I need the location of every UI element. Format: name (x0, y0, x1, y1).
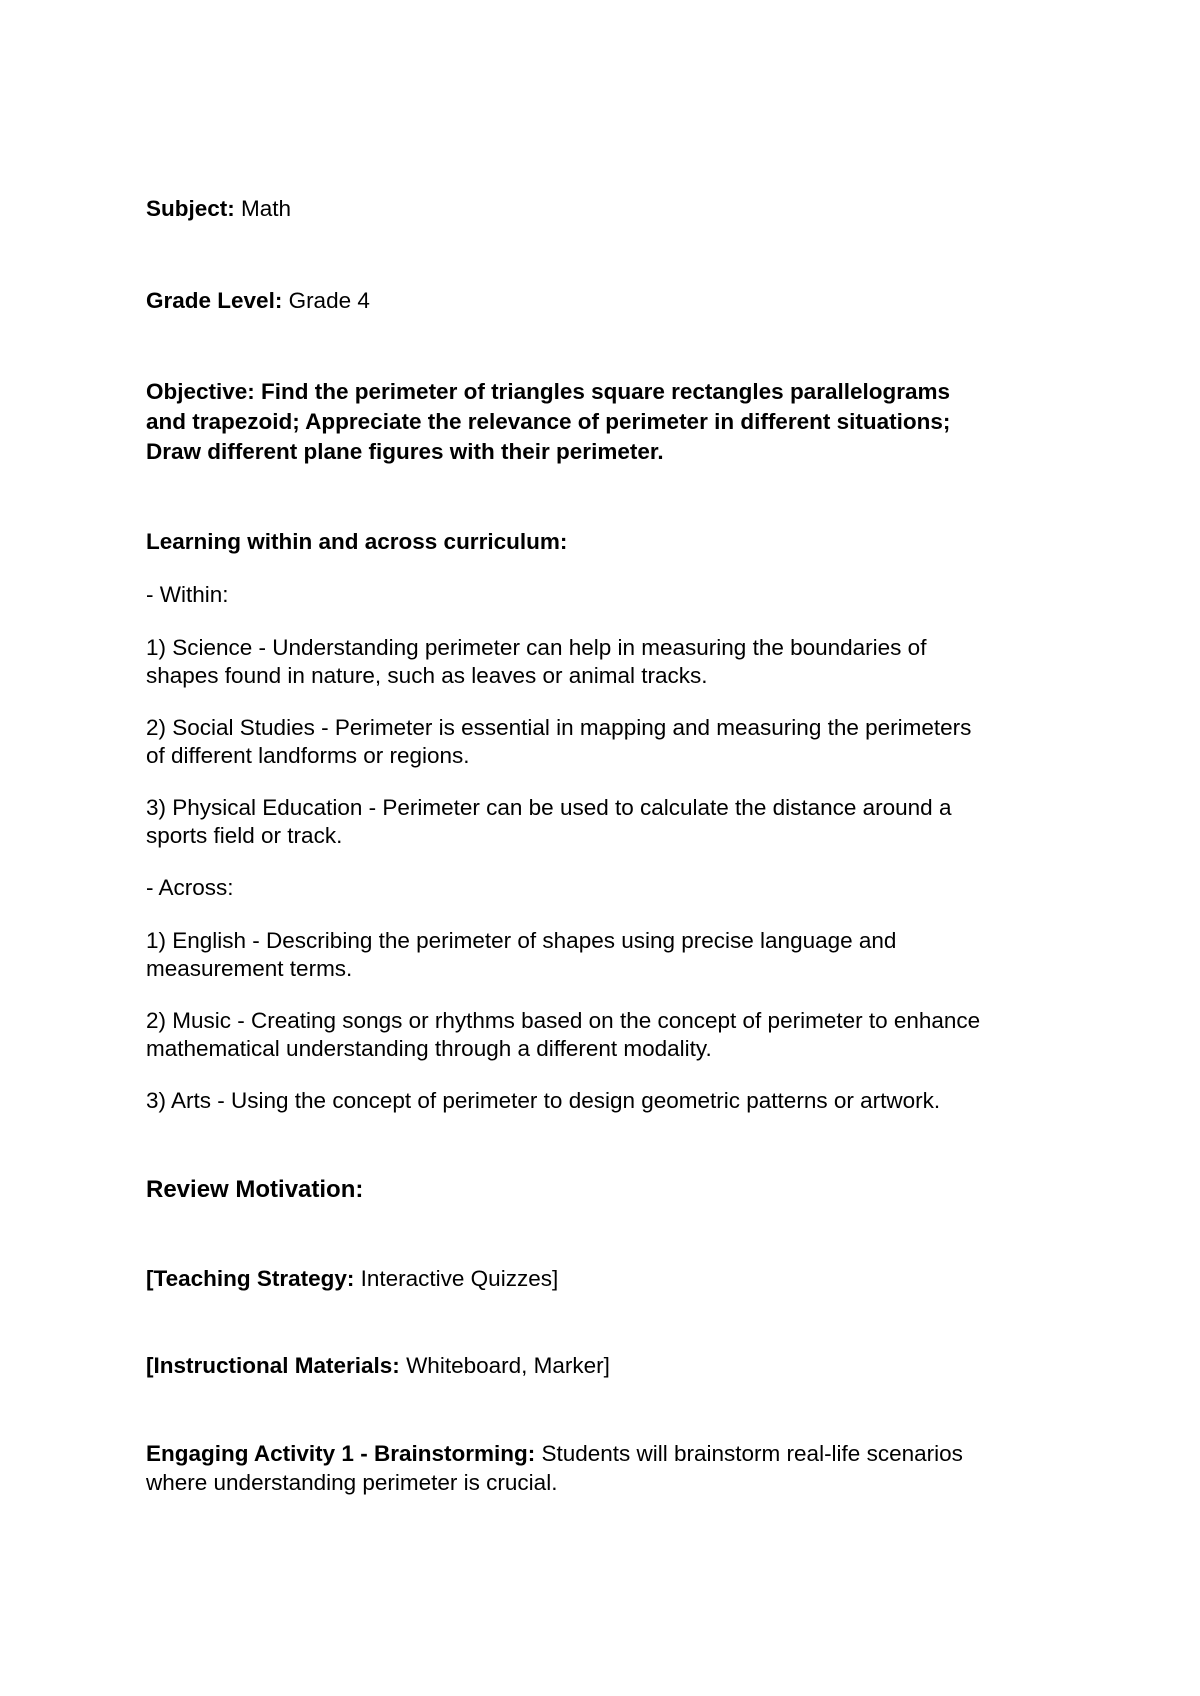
subject-line (146, 194, 1066, 223)
instructional-materials-line (146, 1351, 1066, 1380)
activity-1-line-2: where understanding perimeter is crucial. (146, 1470, 558, 1495)
grade-level-label: Grade Level: (146, 288, 283, 313)
teaching-strategy-line (146, 1264, 1066, 1293)
instructional-materials-label: Instructional Materials: (153, 1353, 400, 1378)
within-label: - Within: (146, 582, 229, 607)
within-item-2-line-1: 2) Social Studies - Perimeter is essential in mapping and measuring the perimeters (146, 715, 972, 740)
objective-line-2: and trapezoid; Appreciate the relevance of perimeter in different situations; (146, 409, 951, 434)
activity-1-line-1 (146, 1439, 1066, 1468)
across-label: - Across: (146, 875, 234, 900)
subject-value: Math (234, 196, 292, 221)
within-item-1-line-2: shapes found in nature, such as leaves or animal tracks. (146, 663, 708, 688)
within-item-3-line-1: 3) Physical Education - Perimeter can be used to calculate the distance around a (146, 795, 952, 820)
teaching-strategy-value: Interactive Quizzes] (354, 1266, 559, 1291)
teaching-strategy-bracket: [ (146, 1266, 154, 1291)
objective-line-1 (146, 377, 1066, 406)
subject-label: Subject: (146, 196, 235, 221)
across-item-2-line-2: mathematical understanding through a different modality. (146, 1036, 712, 1061)
within-item-3-line-2: sports field or track. (146, 823, 343, 848)
within-item-1-line-1: 1) Science - Understanding perimeter can help in measuring the boundaries of (146, 635, 927, 660)
within-item-2-line-2: of different landforms or regions. (146, 743, 470, 768)
instructional-materials-bracket: [ (146, 1353, 154, 1378)
across-item-2-line-1: 2) Music - Creating songs or rhythms based on the concept of perimeter to enhance (146, 1008, 981, 1033)
objective-label: Objective: (146, 379, 255, 404)
instructional-materials-value: Whiteboard, Marker] (399, 1353, 610, 1378)
activity-1-label: Engaging Activity 1 - Brainstorming: (146, 1441, 536, 1466)
learning-heading: Learning within and across curriculum: (146, 529, 568, 554)
objective-line-3: Draw different plane figures with their perimeter. (146, 439, 664, 464)
grade-level-line (146, 286, 1066, 315)
across-item-1-line-1: 1) English - Describing the perimeter of shapes using precise language and (146, 928, 897, 953)
across-item-3-line-1: 3) Arts - Using the concept of perimeter to design geometric patterns or artwork. (146, 1088, 941, 1113)
objective-text-1: Find the perimeter of triangles square rectangles parallelograms (254, 379, 951, 404)
across-item-1-line-2: measurement terms. (146, 956, 353, 981)
review-motivation-heading: Review Motivation: (146, 1176, 364, 1203)
activity-1-text-1: Students will brainstorm real-life scenarios (535, 1441, 963, 1466)
grade-level-value: Grade 4 (282, 288, 370, 313)
teaching-strategy-label: Teaching Strategy: (153, 1266, 355, 1291)
